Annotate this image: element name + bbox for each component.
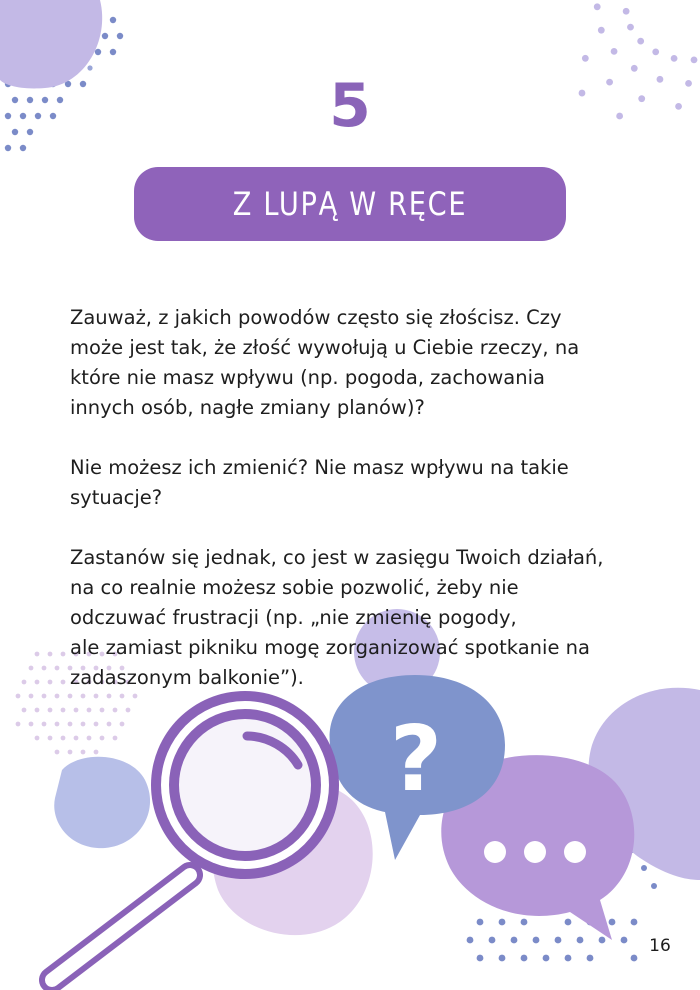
decor-dot [68, 750, 73, 755]
line: Zastanów się jednak, co jest w zasięgu Twoich działań, [70, 546, 604, 569]
decor-dot [35, 680, 40, 685]
decor-dot [22, 680, 27, 685]
chapter-title: Z LUPĄ W RĘCE [232, 185, 468, 223]
decor-dot [55, 694, 60, 699]
decor-dot [42, 666, 47, 671]
decor-dot [555, 937, 562, 944]
decor-dot [577, 937, 584, 944]
decor-dash [637, 38, 644, 45]
line: może jest tak, że złość wywołują u Ciebie rzeczy, na [70, 336, 580, 359]
decor-dot [29, 694, 34, 699]
decor-dot [587, 955, 594, 962]
line: Nie możesz ich zmienić? Nie masz wpływu na takie [70, 456, 569, 479]
decor-dot [81, 750, 86, 755]
decor-dot [467, 937, 474, 944]
decor-dot [511, 937, 518, 944]
decor-dot [110, 49, 116, 55]
line: ale zamiast pikniku mogę zorganizować spotkanie na [70, 636, 590, 659]
decor-dot [29, 666, 34, 671]
decor-dot [48, 708, 53, 713]
decor-dot [48, 736, 53, 741]
decor-dot [477, 955, 484, 962]
page-number: 16 [649, 936, 671, 956]
decor-dash [623, 8, 630, 15]
decor-dash [671, 55, 678, 62]
decor-dot [74, 736, 79, 741]
paragraph-3 [70, 543, 670, 693]
decor-dot [489, 937, 496, 944]
line: zadaszonym balkonie”). [70, 666, 304, 689]
decor-dash [691, 56, 698, 63]
paragraph-1 [70, 303, 670, 423]
decor-dot [94, 750, 99, 755]
decor-dot [100, 736, 105, 741]
decor-dot [110, 17, 116, 23]
decor-dot [35, 736, 40, 741]
chapter-number: 5 [329, 71, 371, 141]
line: sytuacje? [70, 486, 163, 509]
decor-dot [102, 33, 108, 39]
decor-dot [599, 937, 606, 944]
decor-dash [652, 49, 659, 56]
decor-dot [55, 666, 60, 671]
title-banner [134, 167, 566, 241]
decor-dot [533, 937, 540, 944]
decor-dot [55, 750, 60, 755]
decor-dot [95, 49, 101, 55]
svg-text:?: ? [389, 707, 443, 812]
decor-dot [631, 919, 638, 926]
line: innych osób, nagłe zmiany planów)? [70, 396, 425, 419]
paragraph-2 [70, 453, 670, 513]
decor-dot [20, 145, 26, 151]
decor-dot [477, 919, 484, 926]
decor-dot [16, 722, 21, 727]
body-text [70, 303, 670, 723]
decor-dot [5, 145, 11, 151]
decor-dot [61, 652, 66, 657]
decor-dot [543, 955, 550, 962]
decor-dot [651, 883, 657, 889]
decor-dot [61, 680, 66, 685]
decor-dot [565, 919, 572, 926]
decor-dot [641, 865, 647, 871]
decor-dot [42, 694, 47, 699]
decor-dot [565, 955, 572, 962]
decor-dot [87, 736, 92, 741]
decor-dot [35, 708, 40, 713]
decor-dot [22, 708, 27, 713]
decor-dot [29, 722, 34, 727]
decor-dot [499, 919, 506, 926]
decor-dot [609, 919, 616, 926]
decor-dot [521, 919, 528, 926]
line: Zauważ, z jakich powodów często się złościsz. Czy [70, 306, 562, 329]
decor-dash [582, 55, 589, 62]
decor-dot [48, 652, 53, 657]
decor-dot [35, 652, 40, 657]
decor-dot [499, 955, 506, 962]
decor-dot [631, 955, 638, 962]
decor-dash [594, 3, 601, 10]
decor-dot [48, 680, 53, 685]
decor-dash [611, 48, 618, 55]
decor-dot [42, 722, 47, 727]
decor-dot [521, 955, 528, 962]
decor-dash [598, 27, 605, 34]
decor-dot [117, 33, 123, 39]
line: na co realnie możesz sobie pozwolić, żeby nie [70, 576, 519, 599]
decor-dot [621, 937, 628, 944]
left-blue-blob [54, 757, 150, 848]
line: odczuwać frustracji (np. „nie zmienię pogody, [70, 606, 517, 629]
decor-dot [55, 722, 60, 727]
decor-dot [61, 708, 66, 713]
decor-dot [16, 694, 21, 699]
decor-dot [113, 736, 118, 741]
line: które nie masz wpływu (np. pogoda, zachowania [70, 366, 545, 389]
decor-dot [61, 736, 66, 741]
decor-dash [627, 24, 634, 31]
